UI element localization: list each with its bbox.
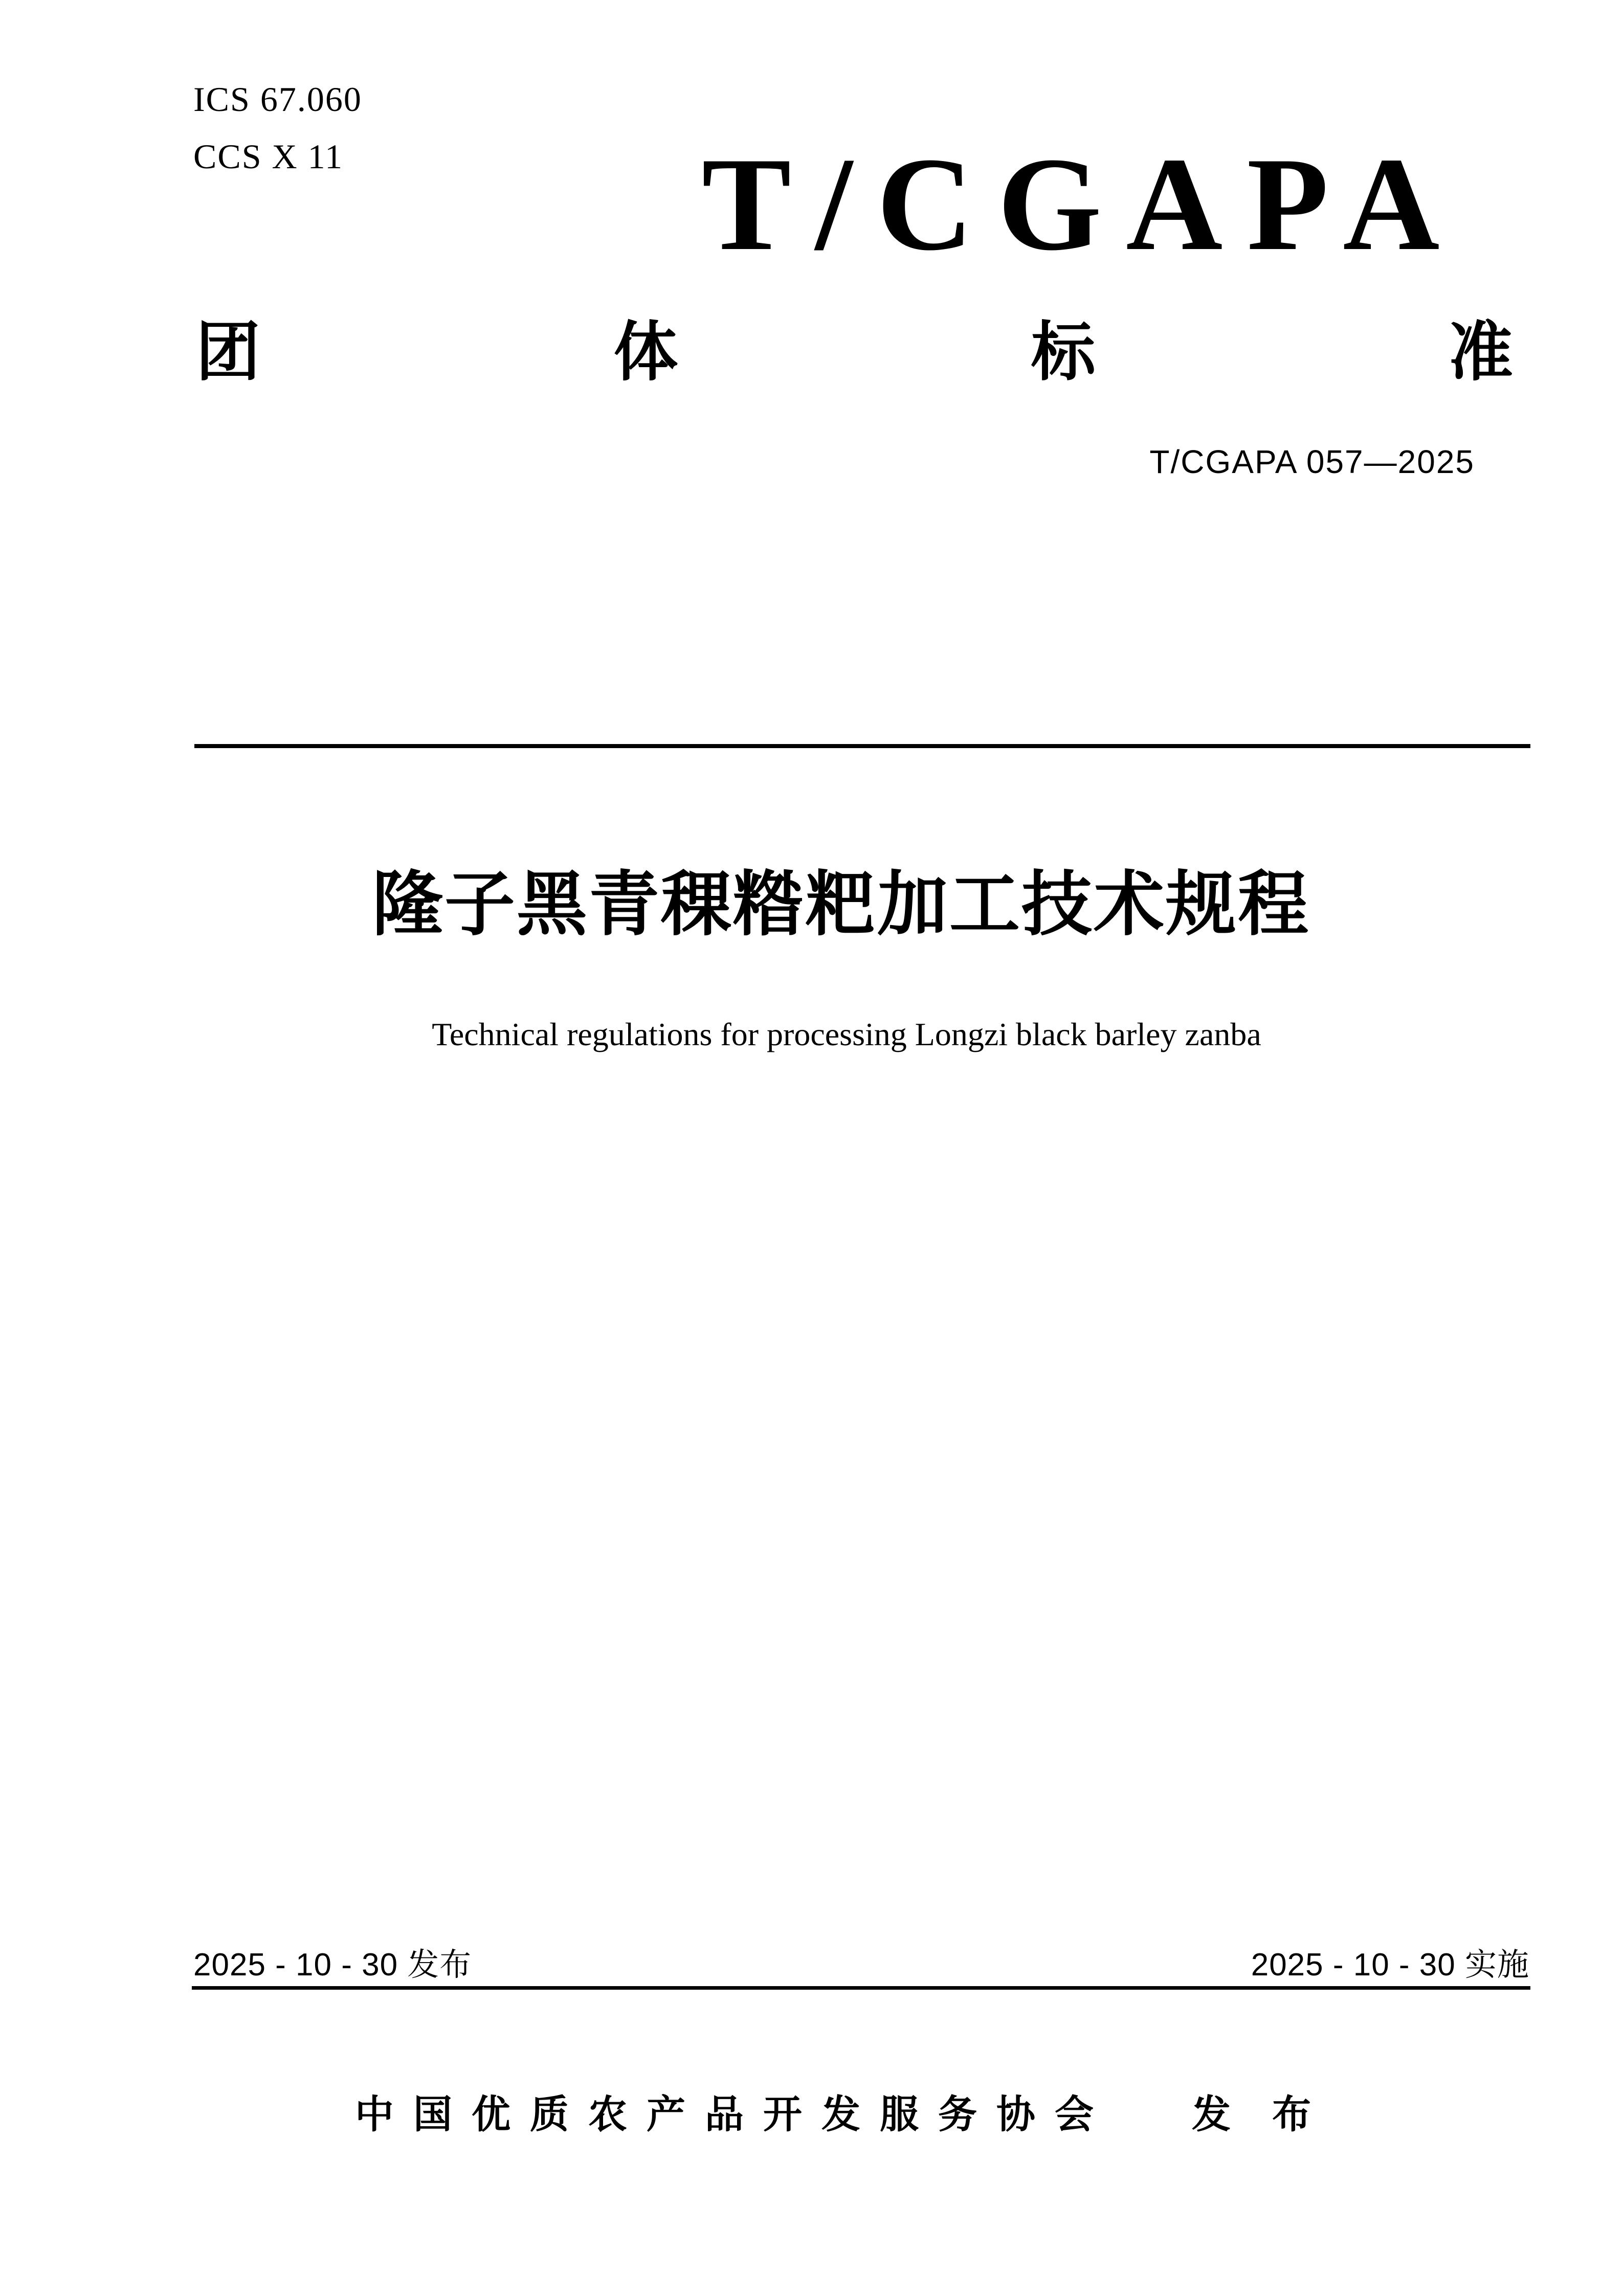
document-title-zh: 隆子黑青稞糌粑加工技术规程: [372, 865, 1310, 944]
ccs-code: CCS X 11: [193, 137, 344, 176]
classification-codes: [193, 71, 362, 185]
standard-type-char: 团: [196, 316, 260, 388]
ics-code: ICS 67.060: [193, 80, 362, 119]
standard-type-row: [196, 316, 1513, 388]
issuing-organization: 中国优质农产品开发服务协会: [355, 2093, 1113, 2136]
issue-date: 2025 - 10 - 30 发布: [193, 1947, 472, 1983]
document-title-en: Technical regulations for processing Longzi black barley zanba: [432, 1016, 1261, 1052]
implement-date: 2025 - 10 - 30 实施: [1251, 1947, 1529, 1983]
standard-type-char: 准: [1448, 316, 1513, 388]
publish-label: 发 布: [1192, 2093, 1327, 2136]
standard-mark: T/CGAPA: [702, 130, 1464, 278]
standard-type-char: 标: [1031, 316, 1096, 388]
standard-number: T/CGAPA 057—2025: [1149, 443, 1475, 480]
top-divider-line: [194, 744, 1530, 748]
bottom-divider-line: [192, 1986, 1530, 1990]
standard-type-char: 体: [613, 316, 678, 388]
